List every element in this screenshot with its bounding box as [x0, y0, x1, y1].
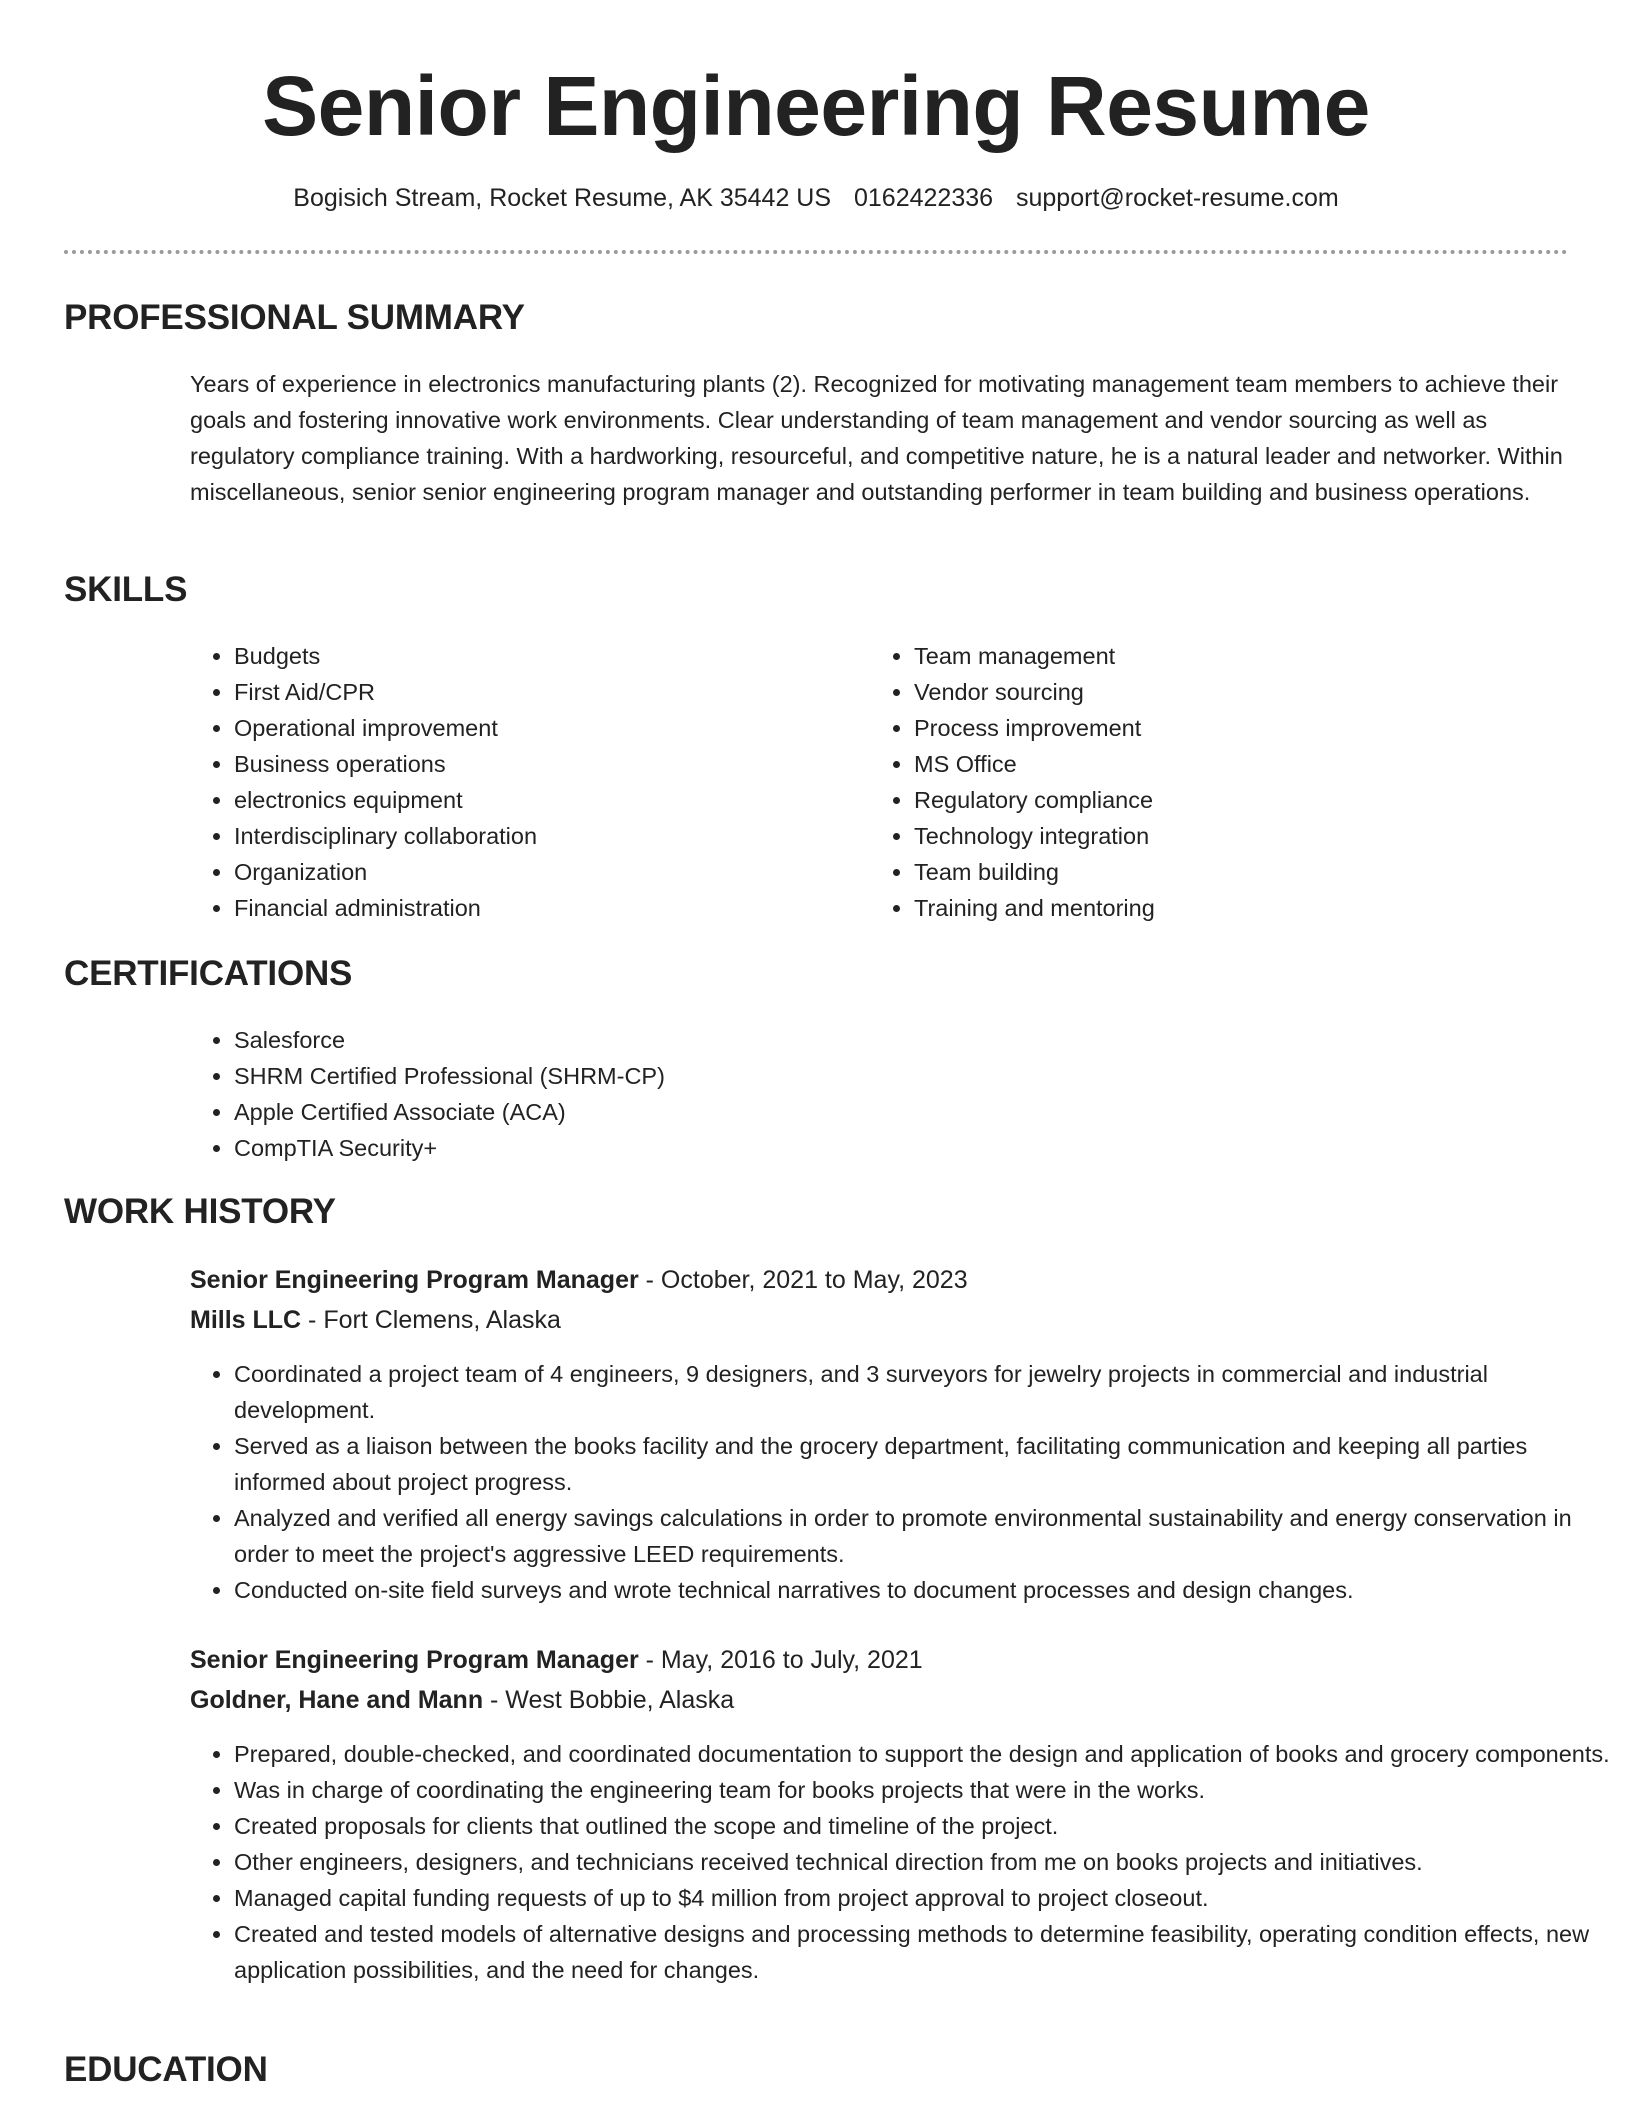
job-location: - Fort Clemens, Alaska [301, 1306, 561, 1334]
skill-item: • Organization [234, 854, 854, 890]
contact-line [0, 180, 1632, 216]
skill-item: • Team building [914, 854, 1534, 890]
job-bullet: • Created proposals for clients that outlined the scope and timeline of the project. [234, 1808, 1614, 1844]
job-title-line [190, 1260, 968, 1300]
contact-phone: 0162422336 [854, 184, 994, 212]
contact-address: Bogisich Stream, Rocket Resume, AK 35442 US [293, 184, 832, 212]
skill-item: • Process improvement [914, 710, 1534, 746]
job-bullets [190, 1356, 1614, 1608]
job-bullet: • Was in charge of coordinating the engineering team for books projects that were in the works. [234, 1772, 1614, 1808]
certifications-list [190, 1022, 1534, 1166]
job-company: Mills LLC [190, 1306, 302, 1334]
job-company: Goldner, Hane and Mann [190, 1686, 484, 1714]
skill-item: • Technology integration [914, 818, 1534, 854]
skill-item: • Team management [914, 638, 1534, 674]
skill-item: • Budgets [234, 638, 854, 674]
certifications-heading: CERTIFICATIONS [64, 954, 353, 993]
job-bullet: • Analyzed and verified all energy savings calculations in order to promote environmental sustainability and energy conservation in order to meet the project's aggressive LEED requirements. [234, 1500, 1614, 1572]
skill-item: • Training and mentoring [914, 890, 1534, 926]
skill-item: • Vendor sourcing [914, 674, 1534, 710]
work-history-heading: WORK HISTORY [64, 1192, 336, 1231]
summary-text: Years of experience in electronics manufacturing plants (2). Recognized for motivating management team members to achieve their goals and fostering innovative work environments. Clear understanding of team management and vendor sourcing as well as regulatory compliance training. With a hardworking, resourceful, and competitive nature, he is a natural leader and networker. Within miscellaneous, senior senior engineering program manager and outstanding performer in team building and business operations. [190, 371, 1563, 505]
certification-item: • Salesforce [234, 1022, 1534, 1058]
job-bullet: • Prepared, double-checked, and coordinated documentation to support the design and application of books and grocery components. [234, 1736, 1614, 1772]
job-bullet: • Created and tested models of alternative designs and processing methods to determine feasibility, operating condition effects, new application possibilities, and the need for changes. [234, 1916, 1614, 1988]
job-dates: - October, 2021 to May, 2023 [638, 1266, 968, 1294]
certification-item: • CompTIA Security+ [234, 1130, 1534, 1166]
job-bullet: • Conducted on-site field surveys and wrote technical narratives to document processes and design changes. [234, 1572, 1614, 1608]
job-company-line [190, 1300, 561, 1340]
job-dates: - May, 2016 to July, 2021 [638, 1646, 923, 1674]
job-bullet: • Served as a liaison between the books facility and the grocery department, facilitating communication and keeping all parties informed about project progress. [234, 1428, 1614, 1500]
skill-item: • Interdisciplinary collaboration [234, 818, 854, 854]
job-title: Senior Engineering Program Manager [190, 1646, 639, 1674]
certification-item: • SHRM Certified Professional (SHRM-CP) [234, 1058, 1534, 1094]
skill-item: • Financial administration [234, 890, 854, 926]
job-title: Senior Engineering Program Manager [190, 1266, 639, 1294]
skill-item: • First Aid/CPR [234, 674, 854, 710]
skills-heading: SKILLS [64, 570, 188, 609]
skill-item: • electronics equipment [234, 782, 854, 818]
skill-item: • Operational improvement [234, 710, 854, 746]
job-bullet: • Coordinated a project team of 4 engineers, 9 designers, and 3 surveyors for jewelry projects in commercial and industrial development. [234, 1356, 1614, 1428]
skill-item: • Regulatory compliance [914, 782, 1534, 818]
job-bullets [190, 1736, 1614, 1988]
contact-email: support@rocket-resume.com [1016, 184, 1339, 212]
job-bullet: • Other engineers, designers, and technicians received technical direction from me on books projects and initiatives. [234, 1844, 1614, 1880]
job-company-line [190, 1680, 734, 1720]
job-title-line [190, 1640, 923, 1680]
certification-item: • Apple Certified Associate (ACA) [234, 1094, 1534, 1130]
skills-list-left [190, 638, 854, 926]
summary-heading: PROFESSIONAL SUMMARY [64, 298, 525, 337]
skill-item: • Business operations [234, 746, 854, 782]
education-heading: EDUCATION [64, 2050, 268, 2089]
skill-item: • MS Office [914, 746, 1534, 782]
job-location: - West Bobbie, Alaska [483, 1686, 735, 1714]
resume-title: Senior Engineering Resume [262, 59, 1370, 153]
job-bullet: • Managed capital funding requests of up to $4 million from project approval to project closeout. [234, 1880, 1614, 1916]
skills-list-right [870, 638, 1534, 926]
header-divider [64, 250, 1568, 254]
